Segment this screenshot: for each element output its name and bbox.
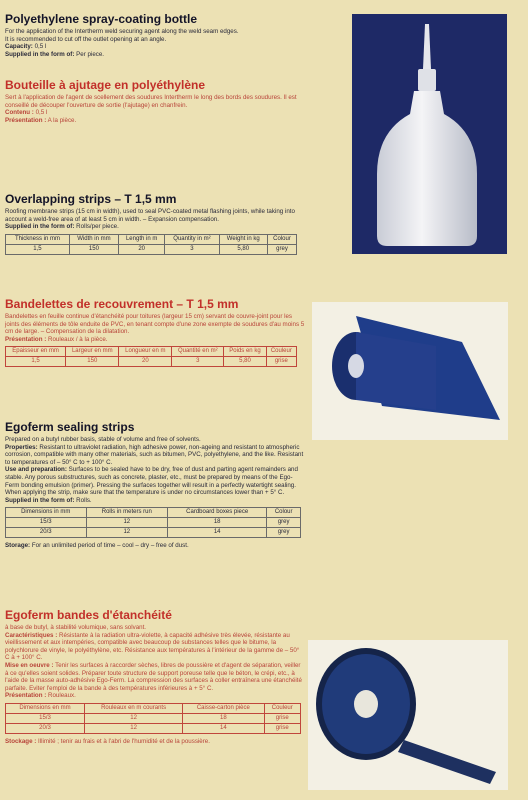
supplied-label: Supplied in the form of: xyxy=(5,496,75,504)
table-cell: grey xyxy=(267,528,301,538)
roll-core xyxy=(348,354,364,378)
table-header: Longueur en m xyxy=(119,347,172,357)
egoferm-roll-illustration xyxy=(308,640,508,790)
spec-table xyxy=(5,703,301,734)
strip-roll-photo xyxy=(312,302,508,440)
table-cell: 15/3 xyxy=(6,713,85,723)
table-header: Weight in kg xyxy=(219,234,267,244)
table-row xyxy=(6,723,301,733)
table-cell: 12 xyxy=(85,713,183,723)
properties-text: Résistante à la radiation ultra-violette, à capacité adhésive très élevée, résistante au vieillissement et aux intempéries, compatible avec beaucoup de substances telles que le bitume, la polychlorure de vinyle, le polyéthylène, etc. Résistance aux températures à l'intérieur de la gamme de – 50° C à + 100° C. xyxy=(5,631,300,662)
table-header: Quantité en m² xyxy=(172,347,224,357)
supplied-label: Supplied in the form of: xyxy=(5,223,75,231)
paragraph: Sert à l'application de l'agent de scellement des soudures Intertherm le long des bords des soudures. Il est conseillé de découper l'ouverture de sortie (l'ajutage) en chanfrein. xyxy=(5,94,297,109)
table-header: Couleur xyxy=(266,347,296,357)
section-egoferm-en xyxy=(5,420,305,550)
section-title: Egoferm bandes d'étanchéité xyxy=(5,608,172,622)
properties-label: Properties: xyxy=(5,443,38,451)
section-body xyxy=(5,436,305,504)
supplied-value: Rolls/per piece. xyxy=(76,223,119,231)
table-header-row xyxy=(6,347,297,357)
intro: à base de butyl, à stabilité volumique, sans solvant. xyxy=(5,624,147,631)
storage-label: Stockage : xyxy=(5,737,37,745)
storage-text: For an unlimited period of time – cool – dry – free of dust. xyxy=(31,542,189,550)
egoferm-roll-photo xyxy=(308,640,508,790)
use-label: Mise en oeuvre : xyxy=(5,661,54,669)
supplied-value: Rouleaux. xyxy=(48,692,76,700)
capacity-value: 0,5 l xyxy=(34,43,47,51)
roll-illustration xyxy=(312,302,508,440)
storage-label: Storage: xyxy=(5,542,31,550)
section-body xyxy=(5,624,305,700)
table-cell: 20/3 xyxy=(6,723,85,733)
table-header: Cardboard boxes piece xyxy=(168,508,267,518)
table-row xyxy=(6,713,301,723)
table-cell: 3 xyxy=(172,357,224,367)
table-cell: 5,80 xyxy=(224,357,266,367)
properties-label: Caractéristiques : xyxy=(5,631,58,639)
unrolled-band xyxy=(398,740,496,784)
table-header: Length in m xyxy=(118,234,164,244)
nozzle xyxy=(423,24,431,69)
supplied-label: Supplied in the form of: xyxy=(5,50,75,58)
section-title: Overlapping strips – T 1,5 mm xyxy=(5,192,177,206)
supplied-label: Présentation : xyxy=(5,692,47,700)
table-cell: 12 xyxy=(85,723,183,733)
table-header: Caisse-carton pièce xyxy=(183,703,264,713)
table-cell: 20 xyxy=(118,244,164,254)
supplied-value: Rouleaux / à la pièce. xyxy=(48,335,108,343)
table-header: Rouleaux en m courants xyxy=(85,703,183,713)
storage-text: Illimité ; tenir au frais et à l'abri de l'humidité et de la poussière. xyxy=(38,737,210,745)
table-cell: 12 xyxy=(86,518,168,528)
roll-core xyxy=(354,690,378,718)
section-title: Egoferm sealing strips xyxy=(5,420,135,434)
table-row xyxy=(6,528,301,538)
table-header-row xyxy=(6,234,297,244)
section-bottle-en xyxy=(5,12,305,58)
table-cell: 15/3 xyxy=(6,518,87,528)
section-body xyxy=(5,28,305,58)
properties-line xyxy=(5,632,305,662)
use-label: Use and preparation: xyxy=(5,466,67,474)
table-cell: grey xyxy=(267,244,296,254)
table-cell: grise xyxy=(264,713,300,723)
supplied-line xyxy=(5,117,305,125)
capacity-label: Contenu : xyxy=(5,109,34,117)
section-body xyxy=(5,208,305,231)
section-body xyxy=(5,94,305,124)
table-header: Quantity in m² xyxy=(165,234,219,244)
spec-table xyxy=(5,234,297,255)
table-header: Thickness in mm xyxy=(6,234,70,244)
use-line xyxy=(5,466,305,496)
table-cell: 1,5 xyxy=(6,244,70,254)
use-text: Surfaces to be sealed have to be dry, free of dust and parting agent remainders and stable. Any porous substructures, such as concrete, plaster, etc., must be prepared by means of the Ego-Ferm bonding emulsion (primer). Pressing the surfaces together will result in a perfectly watertight sealing. When applying the strip, make sure that the temperature is under no circumstances lower than + 5° C. xyxy=(5,466,298,497)
supplied-line xyxy=(5,497,305,505)
table-cell: 150 xyxy=(69,244,118,254)
table-cell: 12 xyxy=(86,528,168,538)
table-cell: 14 xyxy=(168,528,267,538)
supplied-label: Présentation : xyxy=(5,335,47,343)
table-cell: grey xyxy=(267,518,301,528)
table-cell: 5,80 xyxy=(219,244,267,254)
table-header: Poids en kg xyxy=(224,347,266,357)
supplied-line xyxy=(5,692,305,700)
section-overlapping-strips-fr xyxy=(5,297,305,367)
paragraph: Roofing membrane strips (15 cm in width), used to seal PVC-coated metal flashing joints, while taking into account a weld-free area of at least 5 cm in width. – Expansion compensation. xyxy=(5,208,295,223)
use-text: Tenir les surfaces à raccorder sèches, libres de poussière et d'agent de séparation, veiller à ce qu'elles soient solides. Préparer toute structure de support poreuse telle que le béton, le crépi, etc., à l'aide de la masse auto-adhésive Ego-Ferm. La compression des surfaces à coller entraînera une étanchéité parfaite. Eviter l'emploi de la bande à des températures inférieures à + 5° C. xyxy=(5,661,302,692)
properties-line xyxy=(5,444,305,467)
capacity-value: 0,5 l xyxy=(35,109,48,117)
paragraph: For the application of the Intertherm weld securing agent along the weld seam edges. xyxy=(5,28,239,35)
table-header-row xyxy=(6,703,301,713)
supplied-value: A la pièce. xyxy=(47,116,77,124)
table-cell: 20 xyxy=(119,357,172,367)
supplied-value: Per piece. xyxy=(76,50,105,58)
table-header: Dimensions en mm xyxy=(6,703,85,713)
table-cell: 1,5 xyxy=(6,357,66,367)
table-row xyxy=(6,244,297,254)
table-header-row xyxy=(6,508,301,518)
supplied-line xyxy=(5,51,305,59)
section-title: Polyethylene spray-coating bottle xyxy=(5,12,198,26)
supplied-value: Rolls. xyxy=(76,496,92,504)
section-egoferm-fr xyxy=(5,608,305,746)
table-header: Colour xyxy=(267,508,301,518)
table-header: Dimensions in mm xyxy=(6,508,87,518)
supplied-line xyxy=(5,223,305,231)
table-cell: 18 xyxy=(183,713,264,723)
table-cell: grise xyxy=(264,723,300,733)
table-row xyxy=(6,518,301,528)
capacity-line xyxy=(5,43,305,51)
capacity-line xyxy=(5,109,305,117)
table-header: Largeur en mm xyxy=(66,347,119,357)
capacity-label: Capacity: xyxy=(5,43,33,51)
paragraph: Bandelettes en feuille continue d'étanchéité pour toitures (largeur 15 cm) servant de couvre-joint pour les joints des éléments de tôle enduite de PVC, en tenant compte d'une zone exempte de soudures d'au moins 5 cm de large. – Compensation de la dilatation. xyxy=(5,313,305,336)
properties-text: Resistant to ultraviolet radiation, high adhesive power, non-ageing and resistant to atmospheric corrosion, compatible with many other materials, such as bitumen, PVC, polyethylene, and the like. Resistant to temperatures of – 50° C to + 100° C. xyxy=(5,443,304,466)
paragraph: It is recommended to cut off the outlet opening at an angle. xyxy=(5,35,167,43)
supplied-label: Présentation : xyxy=(5,116,47,124)
bottle-photo xyxy=(352,14,507,254)
table-header: Width in mm xyxy=(69,234,118,244)
use-line xyxy=(5,662,305,692)
table-header: Couleur xyxy=(264,703,300,713)
table-cell: 150 xyxy=(66,357,119,367)
table-header: Colour xyxy=(267,234,296,244)
spec-table xyxy=(5,346,297,367)
table-cell: 14 xyxy=(183,723,264,733)
spec-table xyxy=(5,507,301,538)
table-cell: 20/3 xyxy=(6,528,87,538)
section-title: Bandelettes de recouvrement – T 1,5 mm xyxy=(5,297,239,311)
bottle-body xyxy=(377,91,477,246)
intro: Prepared on a butyl rubber basis, stable of volume and free of solvents. xyxy=(5,436,201,443)
table-cell: 18 xyxy=(168,518,267,528)
table-header: Rolls in meters run xyxy=(86,508,168,518)
section-bottle-fr xyxy=(5,78,305,124)
cap xyxy=(418,69,436,91)
supplied-line xyxy=(5,336,305,344)
table-row xyxy=(6,357,297,367)
section-title: Bouteille à ajutage en polyéthylène xyxy=(5,78,206,92)
storage-line xyxy=(5,738,305,746)
storage-line xyxy=(5,542,305,550)
table-cell: grise xyxy=(266,357,296,367)
section-overlapping-strips-en xyxy=(5,192,305,255)
table-header: Epaisseur en mm xyxy=(6,347,66,357)
section-body xyxy=(5,313,305,343)
spray-bottle-illustration xyxy=(352,14,507,254)
table-cell: 3 xyxy=(165,244,219,254)
